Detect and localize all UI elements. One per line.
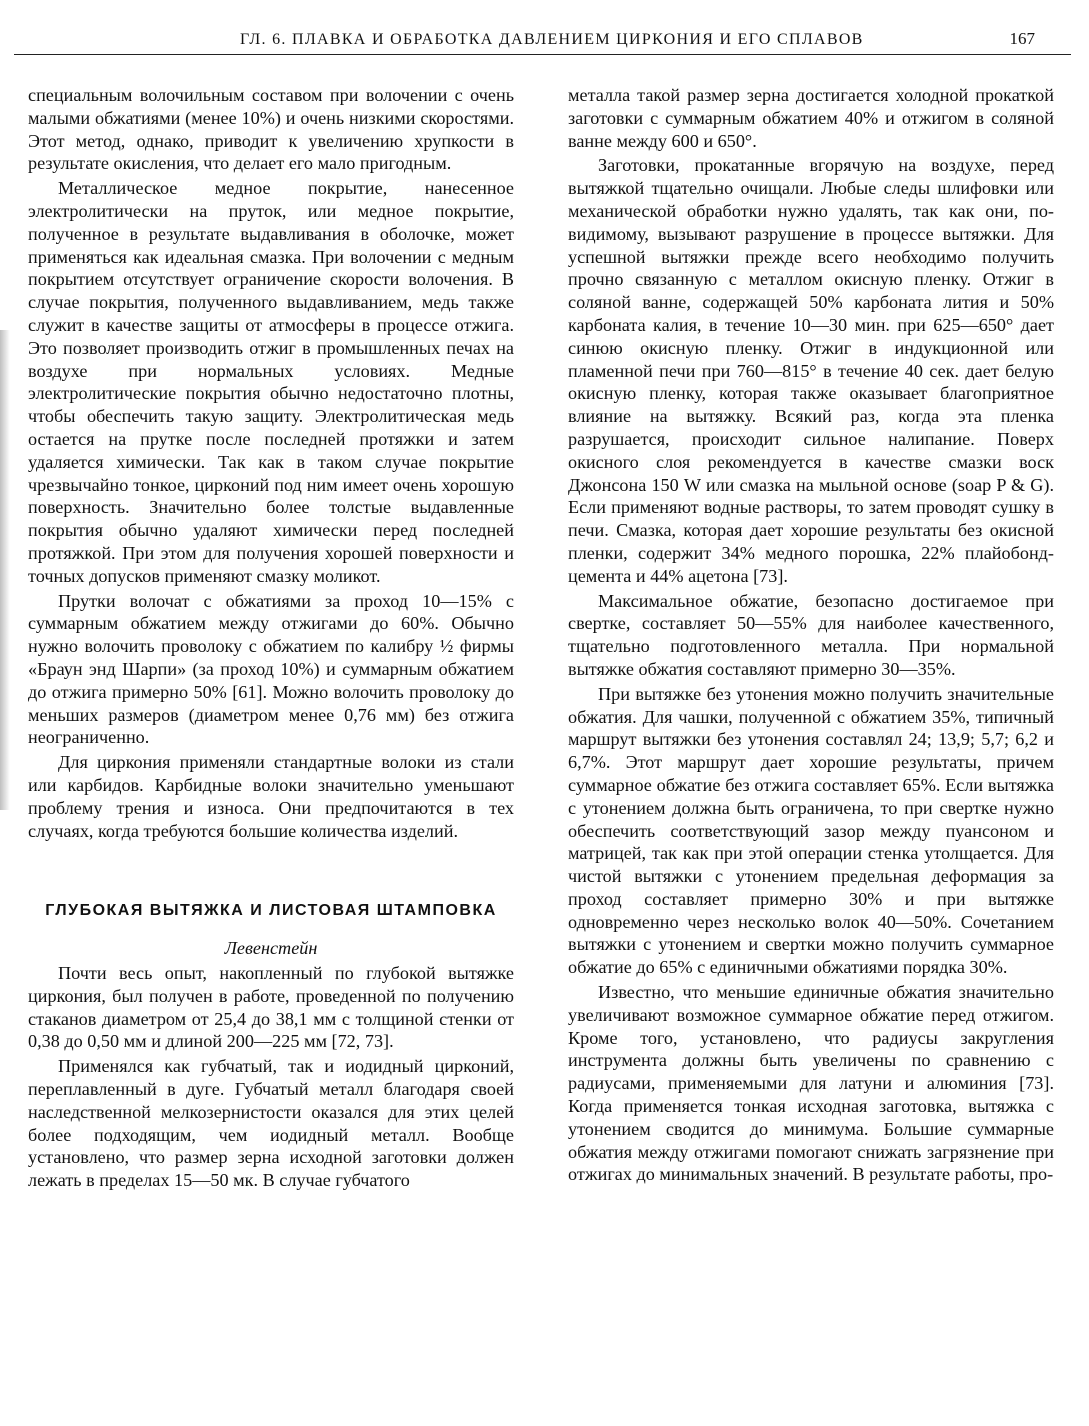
page-number: 167	[1009, 29, 1035, 48]
paragraph: При вытяжке без утонения можно получить значительные обжатия. Для чашки, полученной с обжатием 35%, типичный маршрут вытяжки без утонения составлял 24; 13,9; 5,7; 6,2 и 6,7%. Этот маршрут дает хорошие результаты, причем суммарное обжатие без отжига составляет 65%. Если вытяжка с утонением должна быть ограничена, то при свертке нужно обеспечить соответствующий зазор между пуансоном и матрицей, так как при этой операции стенка утолщается. Для чистой вытяжки с утонением предельная деформация за проход составляет примерно 30% и при вытяжке одновременно через несколько волок 40—50%. Сочетанием вытяжки с утонением и свертки можно получить суммарное обжатие до 65% с единичными обжатиями порядка 30%.	[568, 683, 1054, 978]
running-header	[14, 26, 1071, 55]
left-column	[28, 84, 514, 1192]
paragraph: Металлическое медное покрытие, нанесенное электролитически на пруток, или медное покрытие, полученное в результате выдавливания в оболочке, может применяться как идеальная смазка. При волочении с медным покрытием отсутствует ограничение скорости волочения. В случае покрытия, полученного выдавливанием, медь также служит в качестве защиты от атмосферы в процессе отжига. Это позволяет производить отжиг в промышленных печах на воздухе при нормальных условиях. Медные электролитические покрытия обычно недостаточно плотны, чтобы обеспечить такую защиту. Электролитическая медь остается на прутке после последней протяжки и затем удаляется химически. Так как в таком случае покрытие чрезвычайно тонкое, цирконий под ним имеет очень хорошую поверхность. Значительно более толстые выдавленные покрытия обычно удаляют химически перед последней протяжкой. При этом для получения хорошей поверхности и точных допусков применяют смазку моликот.	[28, 178, 514, 586]
paragraph: специальным волочильным составом при волочении с очень малыми обжатиями (менее 10%) и очень низкими скоростями. Этот метод, однако, приводит к увеличению хрупкости в результате окисления, что делает его мало пригодным.	[28, 85, 514, 174]
scan-edge-shadow	[0, 330, 10, 810]
paragraph: Прутки волочат с обжатиями за проход 10—15% с суммарным обжатием между отжигами до 60%. Обычно нужно волочить проволоку с обжатием по калибру ½ фирмы «Браун энд Шарпи» (за проход 10%) и суммарным обжатием до отжига примерно 50% [61]. Можно волочить проволоку до меньших размеров (диаметром менее 0,76 мм) без отжига неограниченно.	[28, 590, 514, 748]
paragraph: Применялся как губчатый, так и иодидный цирконий, переплавленный в дуге. Губчатый металл благодаря своей наследственной мелкозернистости оказался для этих целей более подходящим, чем иодидный металл. Вообще установлено, что размер зерна исходной заготовки должен лежать в пределах 15—50 мк. В случае губчатого	[28, 1056, 514, 1191]
paragraph: Максимальное обжатие, безопасно достигаемое при свертке, составляет 50—55% для наиболее качественного, тщательно подготовленного металла. При нормальной вытяжке обжатия составляют примерно 30—35%.	[568, 590, 1054, 679]
chapter-title: ГЛ. 6. ПЛАВКА И ОБРАБОТКА ДАВЛЕНИЕМ ЦИРКОНИЯ И ЕГО СПЛАВОВ	[240, 31, 864, 48]
section-author: Левенстейн	[224, 938, 318, 959]
paragraph: Почти весь опыт, накопленный по глубокой вытяжке циркония, был получен в работе, проведенной по получению стаканов диаметром от 25,4 до 38,1 мм с толщиной стенки от 0,38 до 0,50 мм и длиной 200—225 мм [72, 73].	[28, 963, 514, 1052]
paragraph: металла такой размер зерна достигается холодной прокаткой заготовки с суммарным обжатием 40% и отжигом в соляной ванне между 600 и 650°.	[568, 85, 1054, 151]
section-heading: ГЛУБОКАЯ ВЫТЯЖКА И ЛИСТОВАЯ ШТАМПОВКА	[45, 902, 497, 920]
paragraph: Заготовки, прокатанные вгорячую на воздухе, перед вытяжкой тщательно очищали. Любые следы шлифовки или механической обработки нужно удалять, так как они, по-видимому, вызывают разрушение в процессе вытяжки. Для успешной вытяжки прежде всего необходимо получить прочно связанную с металлом окисную пленку. Отжиг в соляной ванне, содержащей 50% карбоната лития и 50% карбоната калия, в течение 10—30 мин. при 625—650° дает синюю окисную пленку. Отжиг в индукционной или пламенной печи при 760—815° в течение 40 сек. дает белую окисную пленку, которая также оказывает благоприятное влияние на вытяжку. Всякий раз, когда эта пленка разрушается, происходит сильное налипание. Поверх окисного слоя рекомендуется в качестве смазки воск Джонсона 150 W или смазка на мыльной основе (soap P & G). Если применяют водные растворы, то затем проводят сушку в печи. Смазка, которая дает хорошие результаты без окисной пленки, содержит 34% медного порошка, 22% плайобонд-цемента и 44% ацетона [73].	[568, 155, 1054, 586]
paragraph: Известно, что меньшие единичные обжатия значительно увеличивают возможное суммарное обжатие перед отжигом. Кроме того, установлено, что радиусы закругления инструмента должны быть увеличены по сравнению с радиусами, применяемыми для латуни и алюминия [73]. Когда применяется тонкая исходная заготовка, вытяжка с утонением сводится до минимума. Большие суммарные обжатия между отжигами помогают снижать загрязнение при отжигах до минимальных значений. В результате работы, про-	[568, 982, 1054, 1185]
paragraph: Для циркония применяли стандартные волоки из стали или карбидов. Карбидные волоки значительно уменьшают проблему трения и износа. Они предпочитаются в тех случаях, когда требуются большие количества изделий.	[28, 752, 514, 841]
right-column	[568, 84, 1054, 1186]
